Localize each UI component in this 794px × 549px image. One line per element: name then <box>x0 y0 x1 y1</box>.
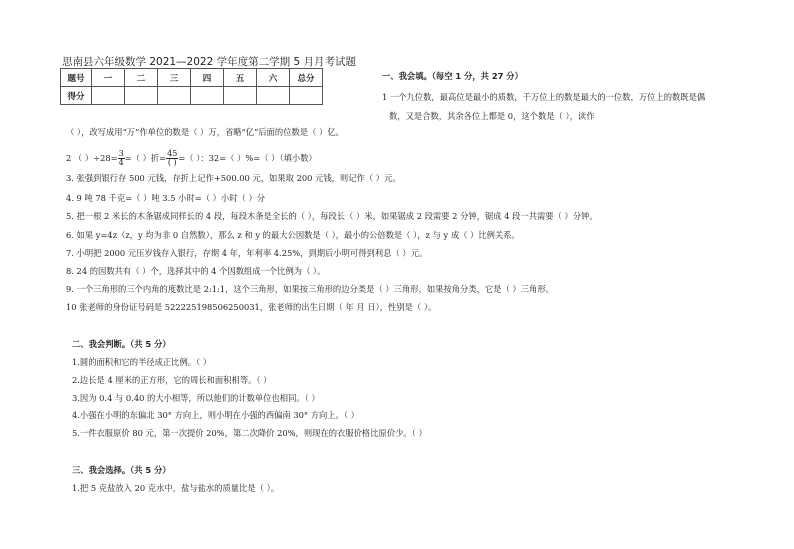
score-cell <box>257 87 290 105</box>
score-cell <box>224 87 257 105</box>
section2-heading: 二、我会判断。（共 5 分） <box>72 339 171 349</box>
judge-item: 2.边长是 4 厘米的正方形，它的周长和面积相等。（ ） <box>72 375 272 385</box>
judge-item: 5.一件衣服原价 80 元，第一次提价 20%，第二次降价 20%，则现在的衣服价格比原价少。（ ） <box>72 428 427 438</box>
score-table <box>60 68 323 105</box>
fraction-denominator: ( ) <box>167 158 177 167</box>
question-4: 4. 9 吨 78 千克=（ ）吨 3.5 小时=（ ）小时（ ）分 <box>66 193 266 203</box>
score-table-header: 一 <box>92 69 125 87</box>
fraction-3-4 <box>118 150 125 167</box>
question-10: 10 张老师的身份证号码是 522225198506250031，张老师的出生日期（ 年 月 日），性别是（ ）。 <box>66 302 437 312</box>
score-table-header: 五 <box>224 69 257 87</box>
fraction-numerator: 45 <box>167 149 178 158</box>
score-cell <box>290 87 323 105</box>
judge-item: 3.因为 0.4 与 0.40 的大小相等，所以他们的计数单位也相同。（ ） <box>72 393 320 403</box>
choice-item: 1.把 5 克盐放入 20 克水中，盐与盐水的质量比是（ ）。 <box>72 483 280 493</box>
question-1-line1: 1 一个九位数，最高位是最小的质数，千万位上的数是最大的一位数，万位上的数既是偶 <box>382 92 706 102</box>
score-table-header: 六 <box>257 69 290 87</box>
question-7: 7. 小明把 2000 元压岁钱存入银行，存期 4 年，年利率 4.25%，到期后小明可得到利息（ ）元。 <box>66 248 428 258</box>
score-table-header: 总分 <box>290 69 323 87</box>
fraction-denominator: 4 <box>118 158 124 167</box>
score-table-header: 题号 <box>61 69 92 87</box>
question-2-part-c: =（ ）：32=（ ）%=（ ）（填小数） <box>178 153 317 163</box>
question-6: 6. 如果 y=4z（z，y 均为非 0 自然数），那么 z 和 y 的最大公因数是（ ），最小的公倍数是（ ），z 与 y 成（ ）比例关系。 <box>66 230 520 240</box>
score-cell <box>125 87 158 105</box>
section1-heading: 一、我会填。（每空 1 分，共 27 分） <box>382 71 523 81</box>
score-cell <box>158 87 191 105</box>
score-row-label: 得分 <box>61 87 92 105</box>
score-cell <box>92 87 125 105</box>
question-3: 3. 张强到银行存 500 元钱，存折上记作+500.00 元，如果取 200 元钱，则记作（ ）元。 <box>66 173 401 183</box>
fraction-numerator: 3 <box>118 149 124 158</box>
score-cell <box>191 87 224 105</box>
question-9: 9. 一个三角形的三个内角的度数比是 2:1:1，这个三角形，如果按三角形的边分类是（ ）三角形，如果按角分类，它是（ ）三角形。 <box>66 284 554 294</box>
judge-item: 1.圆的面积和它的半径成正比例。（ ） <box>72 357 212 367</box>
judge-item: 4.小强在小明的东偏北 30° 方向上，则小明在小强的西偏南 30° 方向上。（ ） <box>72 410 359 420</box>
question-2-part-a: 2 （ ）÷28= <box>66 153 118 163</box>
section3-heading: 三、我会选择。（共 5 分） <box>72 465 171 475</box>
question-1-line2: 数，又是合数，其余各位上都是 0，这个数是（ ），读作 <box>389 111 595 121</box>
question-8: 8. 24 的因数共有（ ）个，选择其中的 4 个因数组成一个比例为（ ）。 <box>66 266 326 276</box>
score-table-header-row <box>61 69 323 87</box>
score-table-row <box>61 87 323 105</box>
score-table-header: 二 <box>125 69 158 87</box>
score-table-header: 三 <box>158 69 191 87</box>
question-1-line3: （ ），改写成用“万”作单位的数是（ ）万，省略“亿”后面的位数是（ ）亿。 <box>66 127 344 137</box>
score-table-header: 四 <box>191 69 224 87</box>
fraction-45-blank <box>166 150 178 167</box>
question-5: 5. 把一根 2 米长的木条锯成同样长的 4 段，每段木条是全长的（ ），每段长（ ）米，如果锯成 2 段需要 2 分钟，锯成 4 段一共需要（ ）分钟。 <box>66 211 598 221</box>
page-title: 思南县六年级数学 2021—2022 学年度第二学期 5 月月考试题 <box>62 56 356 68</box>
question-2 <box>66 150 317 167</box>
question-2-part-b: =（ ）折= <box>124 153 167 163</box>
